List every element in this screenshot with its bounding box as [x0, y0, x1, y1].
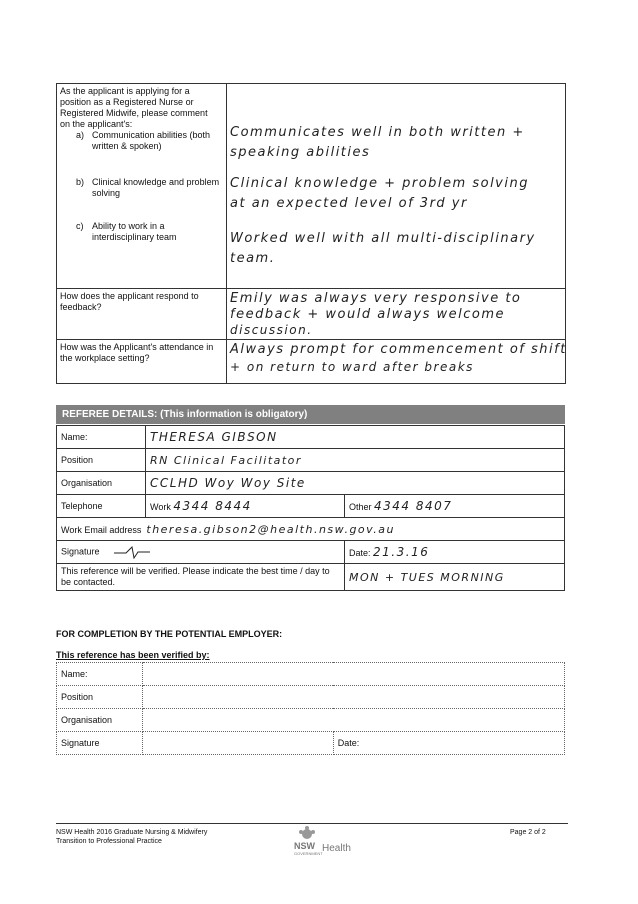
nsw-health-logo: [294, 826, 394, 866]
attendance-question: How was the Applicant's attendance in the workplace setting?: [60, 342, 214, 363]
feedback-question: How does the applicant respond to feedback?: [60, 291, 199, 312]
answer-b-line1: Clinical knowledge + problem solving: [230, 176, 529, 191]
logo-government: GOVERNMENT: [294, 851, 323, 856]
footer-rule: [56, 823, 568, 824]
answer-c-line1: Worked well with all multi-disciplinary: [230, 231, 536, 246]
employer-signature-field[interactable]: [142, 732, 333, 755]
date-value: 21.3.16: [373, 545, 430, 559]
page-number: Page 2 of 2: [510, 829, 546, 836]
date-label: Date:: [349, 548, 371, 558]
column-divider: [226, 83, 227, 383]
organisation-value: CCLHD Woy Woy Site: [150, 476, 306, 490]
employer-heading: FOR COMPLETION BY THE POTENTIAL EMPLOYER:: [56, 629, 283, 639]
row-divider: [56, 288, 565, 289]
email-value: theresa.gibson2@health.nsw.gov.au: [146, 522, 395, 536]
employer-name-row: [57, 663, 565, 686]
work-phone-value: 4344 8444: [173, 499, 252, 513]
employer-signature-row: [57, 732, 565, 755]
referee-organisation-row: [57, 472, 565, 495]
answer-a-line1: Communicates well in both written +: [230, 125, 525, 140]
referee-name-row: [57, 426, 565, 449]
feedback-answer-line2: feedback + would always welcome: [230, 307, 505, 322]
item-b-text: Clinical knowledge and problem solving: [92, 177, 220, 198]
footer-line1: NSW Health 2016 Graduate Nursing & Midwifery: [56, 829, 208, 836]
applicant-comments-table: [56, 83, 565, 383]
employer-name-label: Name:: [57, 663, 143, 686]
attendance-answer-line1: Always prompt for commencement of shift: [230, 342, 567, 357]
answer-a-line2: speaking abilities: [230, 145, 371, 160]
signature-mark: [112, 545, 152, 559]
row-divider: [56, 339, 565, 340]
other-label: Other: [349, 502, 372, 512]
position-label: Position: [57, 449, 146, 472]
answer-b-line2: at an expected level of 3rd yr: [230, 196, 468, 211]
organisation-label: Organisation: [57, 472, 146, 495]
employer-table: [56, 662, 565, 755]
verify-value: MON + TUES MORNING: [349, 570, 505, 584]
item-b-label: b): [76, 177, 85, 187]
item-c-label: c): [76, 221, 84, 231]
employer-signature-label: Signature: [57, 732, 143, 755]
other-phone-value: 4344 8407: [374, 499, 453, 513]
item-c-text: Ability to work in a interdisciplinary team: [92, 221, 177, 242]
feedback-answer-line3: discussion.: [230, 323, 313, 337]
employer-organisation-field[interactable]: [142, 709, 564, 732]
referee-email-row: [57, 518, 565, 541]
employer-date-label: Date:: [333, 732, 564, 755]
referee-verify-row: [57, 564, 565, 591]
position-value: RN Clinical Facilitator: [150, 453, 302, 467]
answer-c-line2: team.: [230, 251, 276, 266]
referee-table: [56, 425, 565, 591]
name-value: THERESA GIBSON: [150, 430, 278, 444]
waratah-icon: [296, 826, 318, 840]
logo-nsw: NSW: [294, 841, 315, 851]
name-label: Name:: [57, 426, 146, 449]
signature-label: Signature: [61, 546, 100, 557]
referee-signature-row: [57, 541, 565, 564]
telephone-label: Telephone: [57, 495, 146, 518]
employer-position-label: Position: [57, 686, 143, 709]
verify-text: This reference will be verified. Please indicate the best time / day to be contacted.: [57, 564, 345, 591]
feedback-answer-line1: Emily was always very responsive to: [230, 291, 522, 306]
employer-subheading: This reference has been verified by:: [56, 650, 210, 660]
work-label: Work: [150, 502, 171, 512]
logo-health: Health: [322, 843, 351, 854]
employer-position-row: [57, 686, 565, 709]
applicant-intro: As the applicant is applying for a position as a Registered Nurse or Registered Midwife, please comment on the applicant's:: [60, 86, 208, 129]
attendance-answer-line2: + on return to ward after breaks: [230, 360, 474, 374]
referee-telephone-row: [57, 495, 565, 518]
footer-line2: Transition to Professional Practice: [56, 838, 162, 845]
item-a-label: a): [76, 130, 85, 140]
employer-name-field[interactable]: [142, 663, 564, 686]
referee-heading: REFEREE DETAILS: (This information is obligatory): [56, 405, 565, 424]
employer-position-field[interactable]: [142, 686, 564, 709]
item-a-text: Communication abilities (both written & spoken): [92, 130, 211, 151]
employer-organisation-row: [57, 709, 565, 732]
employer-organisation-label: Organisation: [57, 709, 143, 732]
referee-position-row: [57, 449, 565, 472]
email-label: Work Email address: [61, 524, 142, 535]
